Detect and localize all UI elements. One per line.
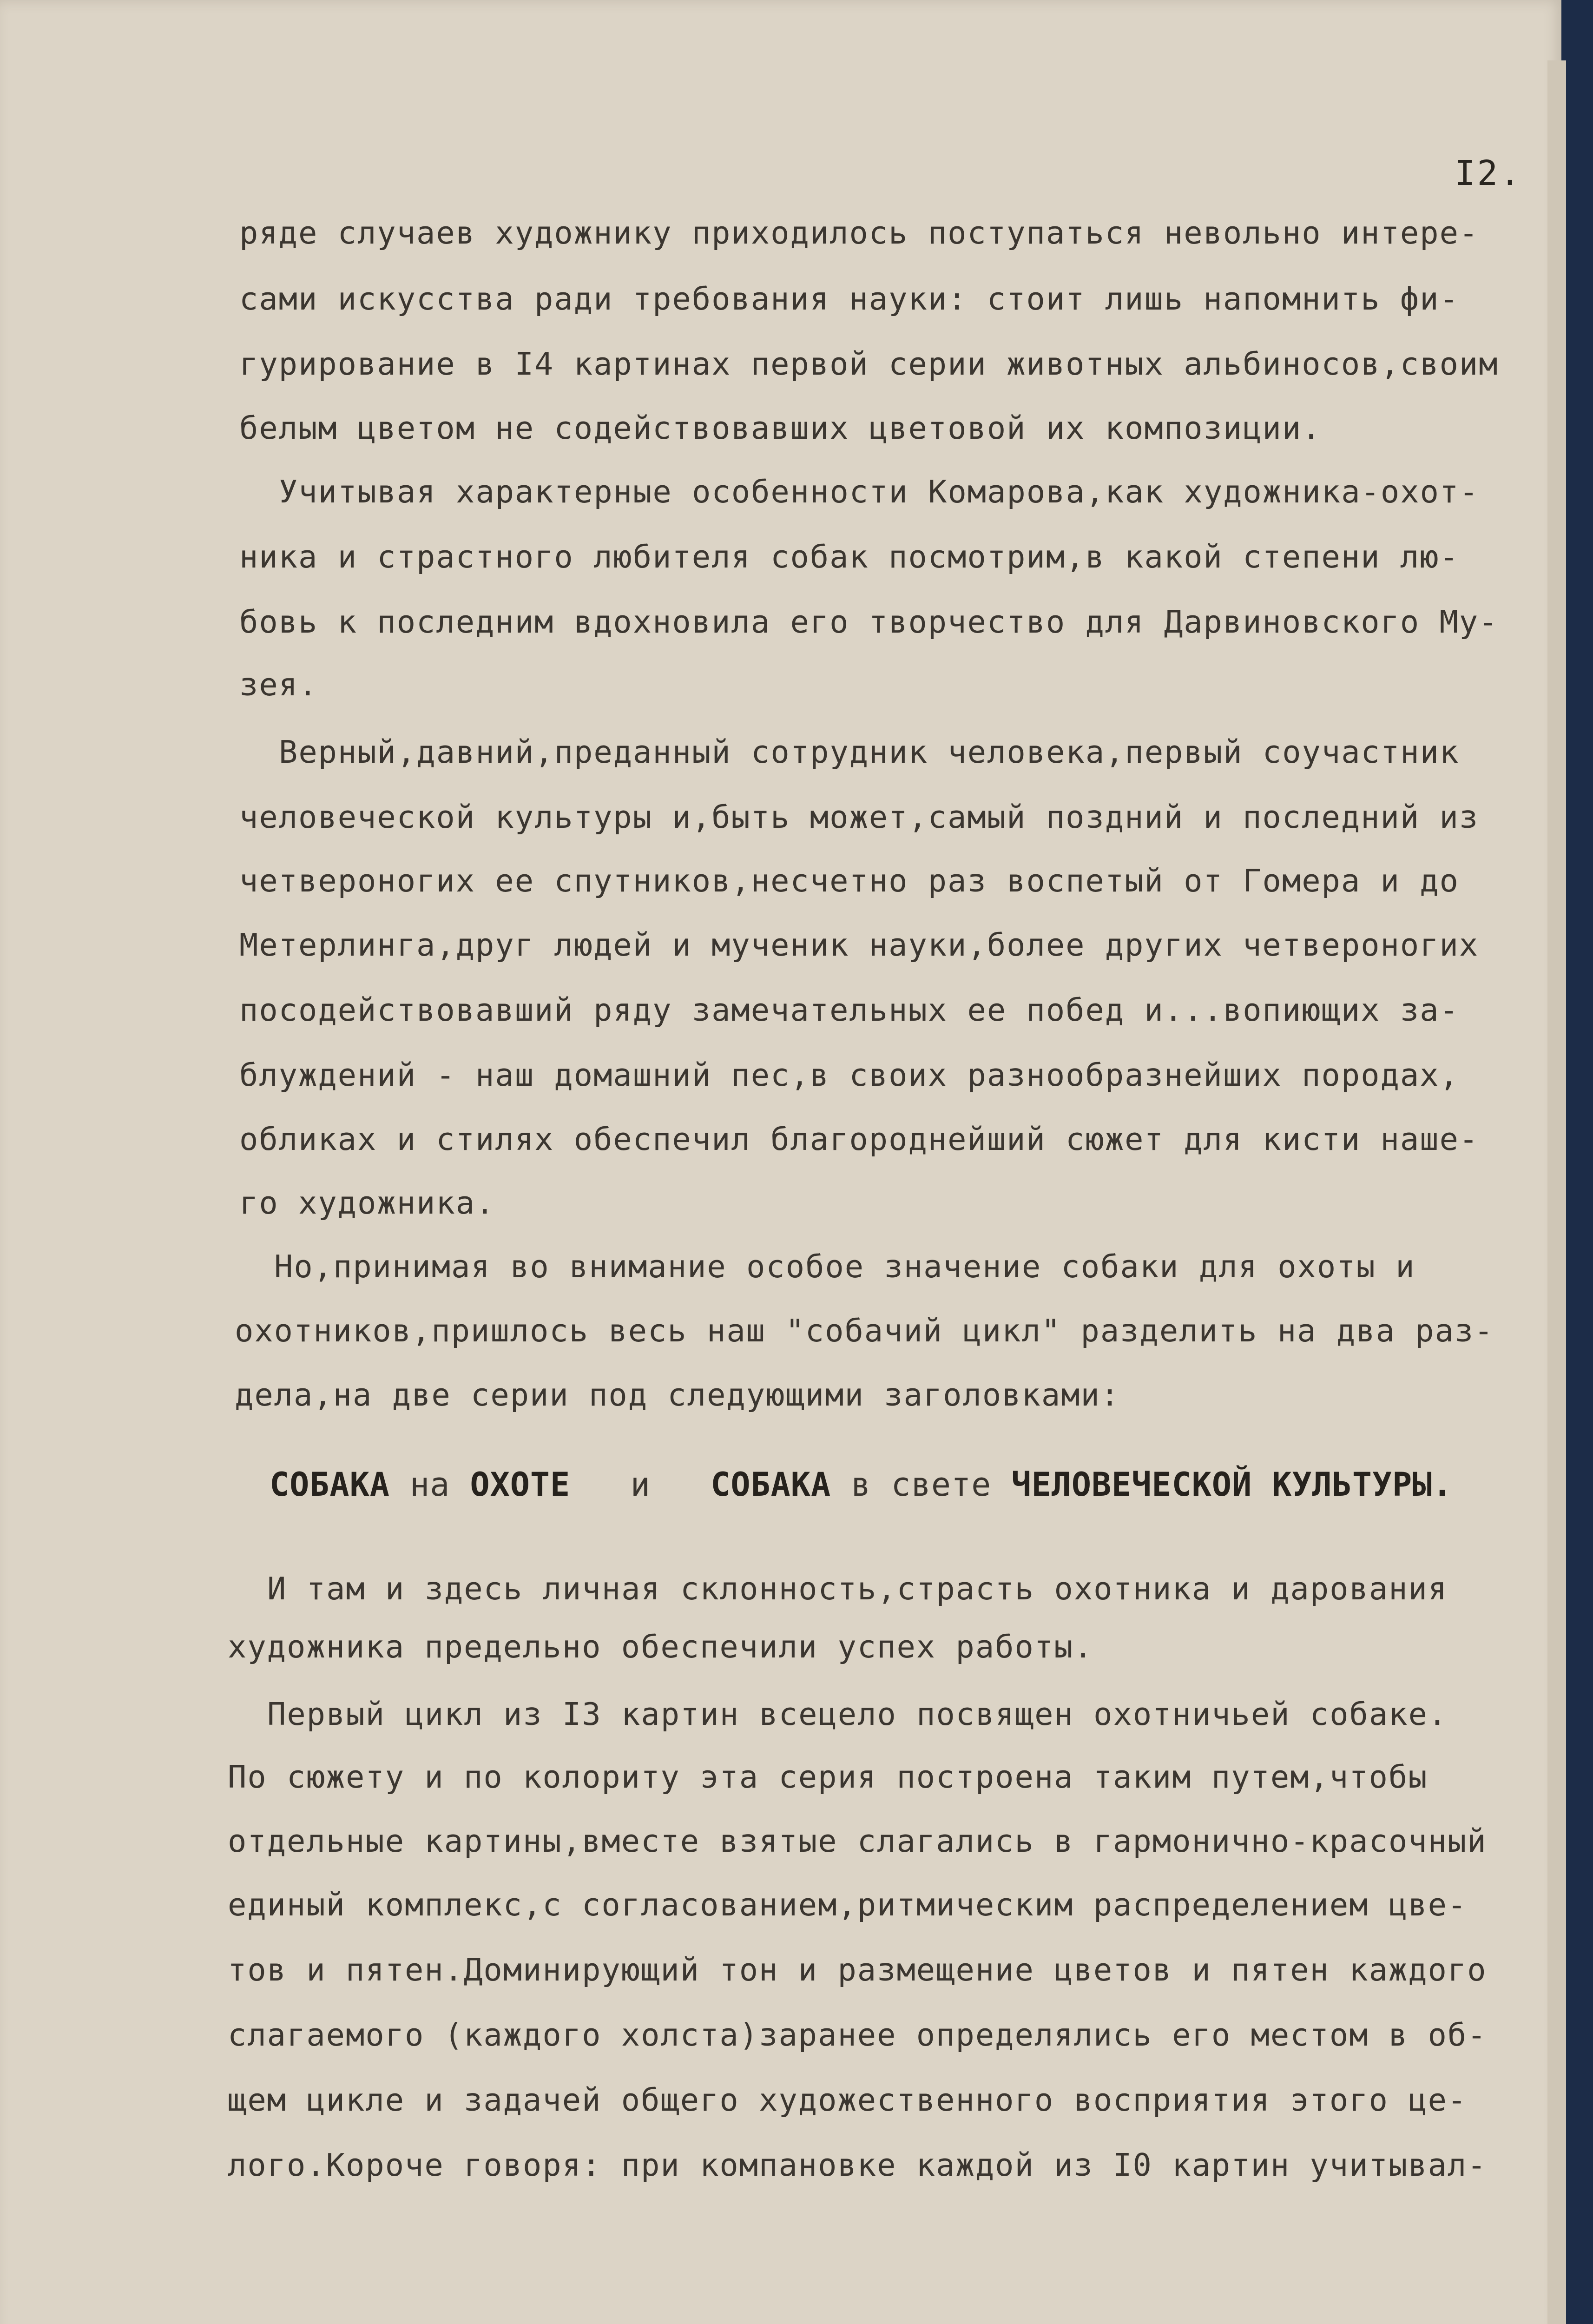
text-line: тов и пятен.Доминирующий тон и размещение цветов и пятен каждого [228,1952,1487,1988]
page-number: I2. [1455,153,1522,193]
text-line: охотников,пришлось весь наш "собачий цикл" разделить на два раз- [235,1313,1494,1349]
heading-part: и [630,1466,651,1504]
text-line: обликах и стилях обеспечил благороднейший сюжет для кисти наше- [239,1121,1479,1157]
text-line: дела,на две серии под следующими заголовками: [235,1377,1120,1413]
heading-part: на [410,1466,450,1504]
text-line: ряде случаев художнику приходилось поступаться невольно интере- [239,215,1479,251]
text-line: лого.Короче говоря: при компановке каждой из I0 картин учитывал- [228,2147,1487,2183]
text-line: слагаемого (каждого холста)заранее определялись его местом в об- [228,2017,1487,2053]
heading-part: в свете [851,1466,992,1504]
text-line: И там и здесь личная склонность,страсть охотника и дарования [267,1571,1448,1607]
text-line: посодействовавший ряду замечательных ее побед и...вопиющих за- [239,992,1459,1028]
heading-part: ЧЕЛОВЕЧЕСКОЙ КУЛЬТУРЫ. [1011,1466,1453,1504]
text-line: отдельные картины,вместе взятые слагались в гармонично-красочный [228,1823,1487,1859]
text-line: щем цикле и задачей общего художественного восприятия этого це- [228,2082,1468,2118]
heading-part: ОХОТЕ [470,1466,571,1504]
text-line: белым цветом не содействовавших цветовой их композиции. [239,410,1322,446]
heading-part: СОБАКА [711,1466,831,1504]
text-line: блуждений - наш домашний пес,в своих разнообразнейших породах, [239,1057,1459,1093]
series-heading [270,1466,1453,1504]
heading-part: СОБАКА [270,1466,390,1504]
text-line: сами искусства ради требования науки: стоит лишь напомнить фи- [239,281,1459,317]
text-line: человеческой культуры и,быть может,самый поздний и последний из [239,799,1479,835]
text-line: Учитывая характерные особенности Комарова,как художника-охот- [279,474,1479,510]
text-line: го художника. [239,1185,495,1221]
text-line: гурирование в I4 картинах первой серии животных альбиносов,своим [239,346,1499,382]
text-line: Верный,давний,преданный сотрудник человека,первый соучастник [279,734,1460,770]
text-line: По сюжету и по колориту эта серия построена таким путем,чтобы [228,1759,1428,1795]
text-line: четвероногих ее спутников,несчетно раз воспетый от Гомера и до [239,863,1459,899]
page-edge [1547,60,1566,2324]
text-line: бовь к последним вдохновила его творчество для Дарвиновского Му- [239,604,1499,640]
text-line: Но,принимая во внимание особое значение собаки для охоты и [274,1248,1415,1285]
text-line: зея. [239,667,318,703]
text-line: художника предельно обеспечили успех работы. [228,1629,1093,1665]
text-line: единый комплекс,с согласованием,ритмическим распределением цве- [228,1887,1468,1923]
text-line: Первый цикл из I3 картин всецело посвящен охотничьей собаке. [267,1696,1448,1732]
text-line: ника и страстного любителя собак посмотрим,в какой степени лю- [239,539,1459,575]
text-line: Метерлинга,друг людей и мученик науки,более других четвероногих [239,927,1479,963]
